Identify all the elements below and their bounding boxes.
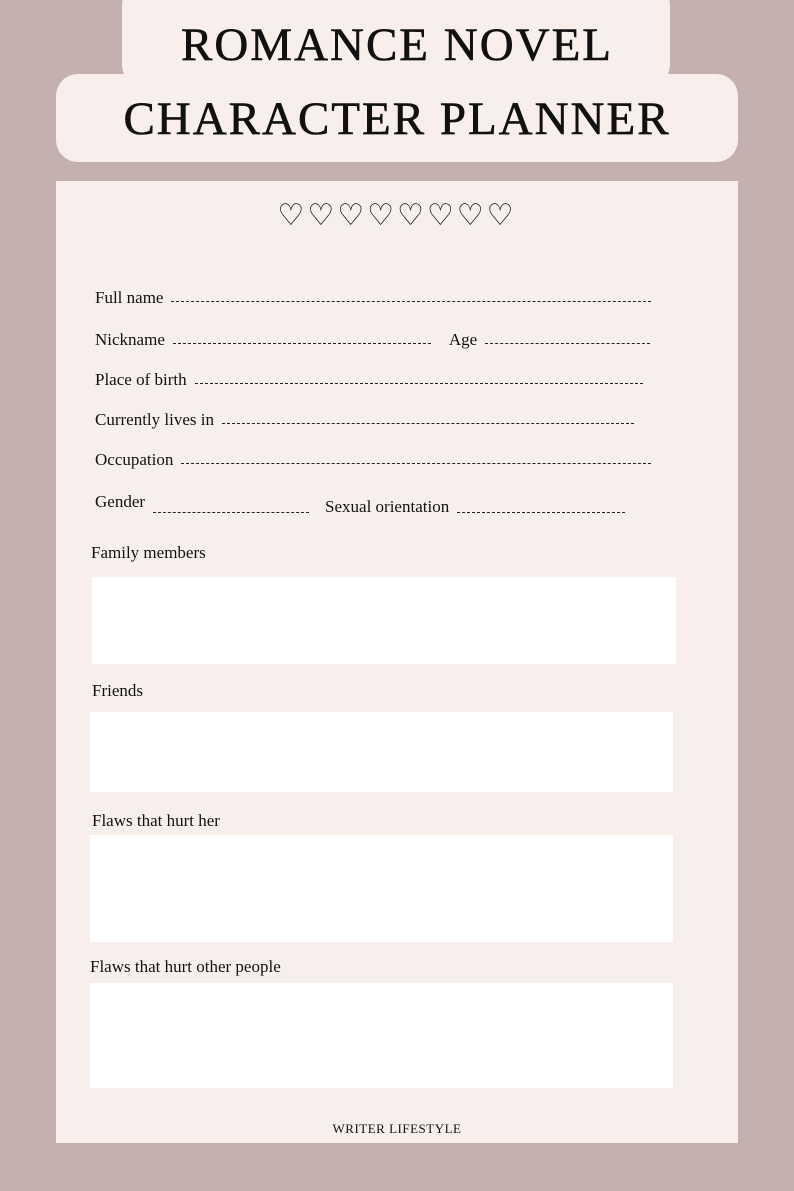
full-name-field[interactable] — [95, 288, 651, 308]
gender-label: Gender — [95, 492, 146, 511]
place-of-birth-field[interactable] — [95, 370, 643, 390]
flaws-hurt-others-box[interactable] — [90, 983, 673, 1088]
gender-line[interactable] — [153, 512, 309, 513]
age-label: Age — [448, 330, 478, 349]
nickname-line[interactable] — [173, 343, 431, 344]
family-members-label: Family members — [91, 543, 206, 562]
flaws-hurt-others-label: Flaws that hurt other people — [90, 957, 281, 976]
flaws-hurt-her-box[interactable] — [90, 835, 673, 942]
currently-lives-in-label: Currently lives in — [95, 410, 214, 429]
full-name-line[interactable] — [171, 301, 651, 302]
gender-field[interactable] — [95, 492, 625, 516]
occupation-label: Occupation — [95, 450, 174, 469]
friends-box[interactable] — [90, 712, 673, 792]
place-of-birth-label: Place of birth — [95, 370, 187, 389]
occupation-field[interactable] — [95, 450, 651, 470]
sexual-orientation-line[interactable] — [457, 512, 625, 513]
friends-label: Friends — [92, 681, 143, 700]
age-line[interactable] — [485, 343, 650, 344]
sexual-orientation-label: Sexual orientation — [325, 497, 450, 516]
footer-brand: WRITER LIFESTYLE — [332, 1121, 462, 1136]
title-line-2: CHARACTER PLANNER — [123, 93, 671, 145]
flaws-hurt-her-label: Flaws that hurt her — [92, 811, 220, 830]
full-name-label: Full name — [95, 288, 164, 307]
currently-lives-in-field[interactable] — [95, 410, 634, 430]
nickname-field[interactable] — [95, 330, 650, 350]
title-line-1: ROMANCE NOVEL — [180, 19, 614, 71]
hearts-decoration-icon: ♡♡♡♡♡♡♡♡ — [277, 198, 517, 233]
family-members-box[interactable] — [92, 577, 676, 664]
place-of-birth-line[interactable] — [195, 383, 643, 384]
occupation-line[interactable] — [181, 463, 651, 464]
nickname-label: Nickname — [95, 330, 165, 349]
currently-lives-in-line[interactable] — [222, 423, 634, 424]
